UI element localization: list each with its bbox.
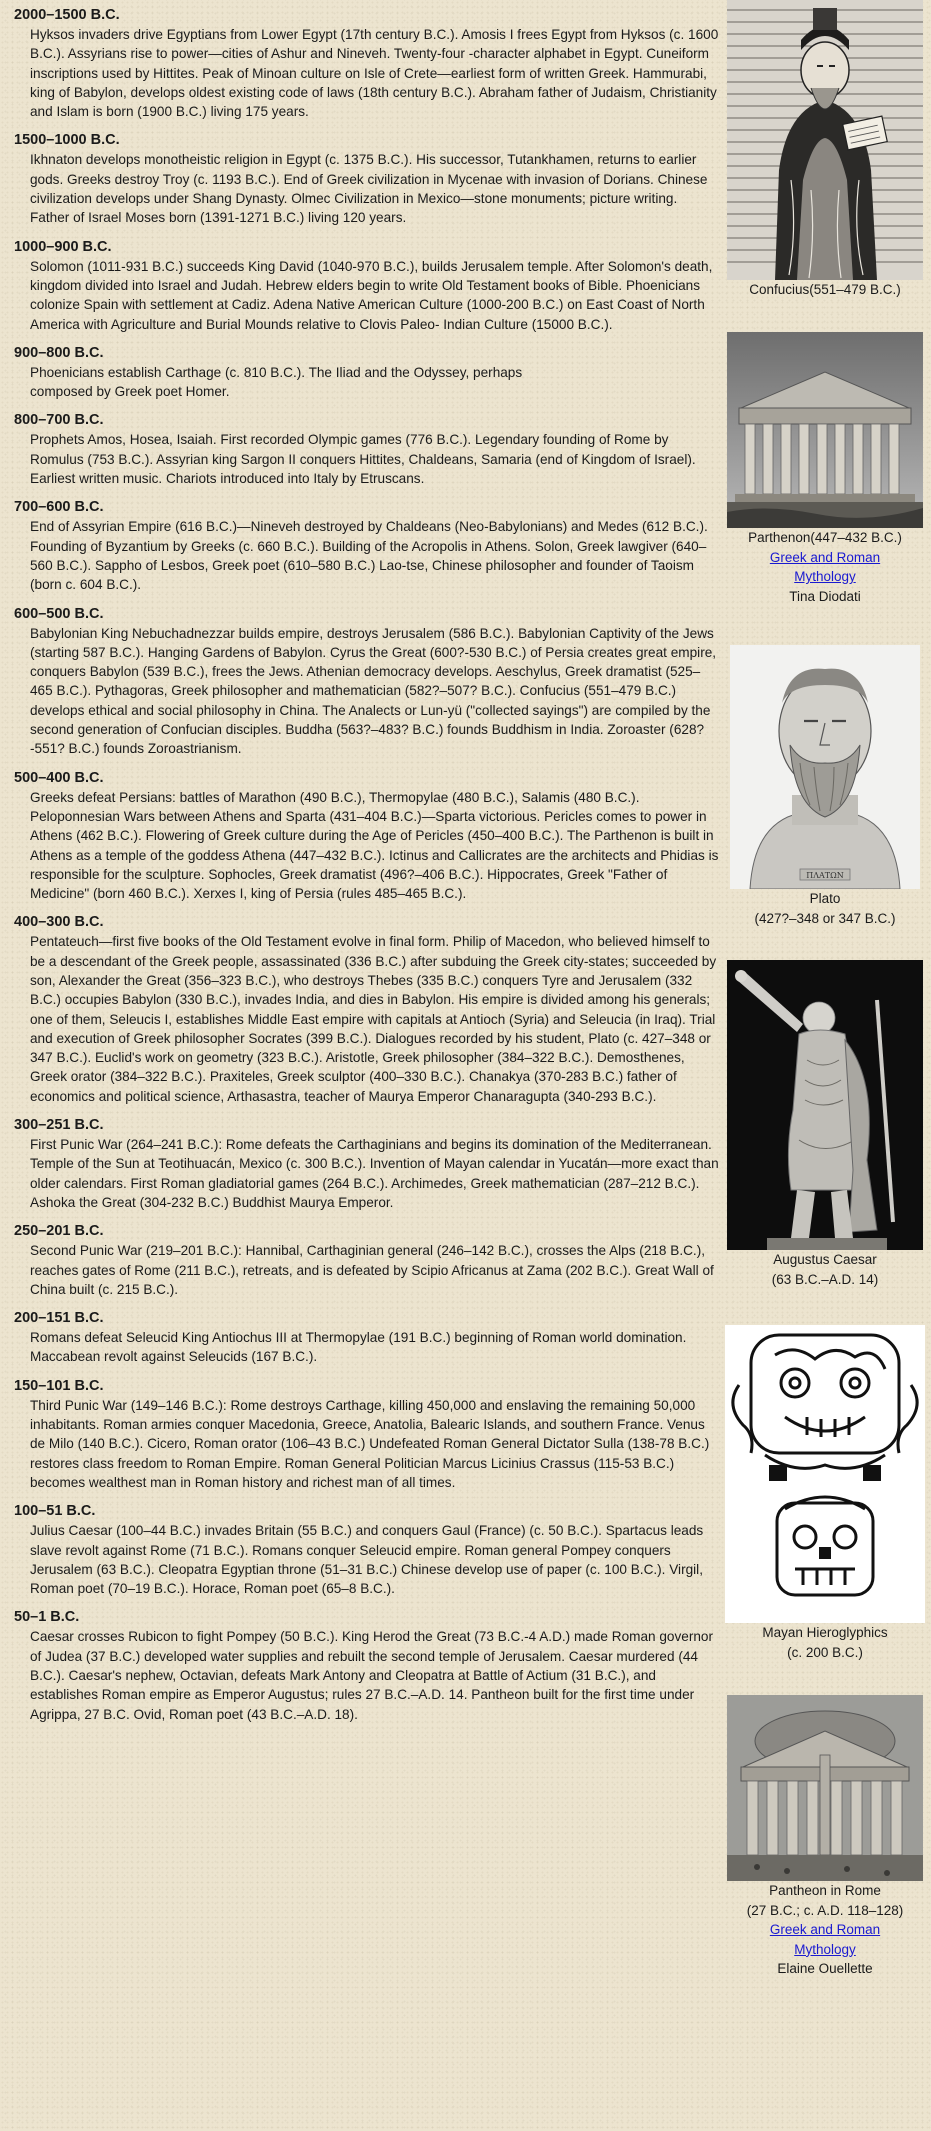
era-200-151 bbox=[14, 1309, 719, 1367]
era-heading: 400–300 B.C. bbox=[14, 914, 104, 931]
era-text: Julius Caesar (100–44 B.C.) invades Britain (55 B.C.) and conquers Gaul (France) (c. 50 B.C.). Spartacus leads slave revolt against Rome (71 B.C.). Romans conquer Seleucid empire. Roman general Pompey conquers Jerusalem (63 B.C.). Cleopatra Egyptian throne (51–31 B.C.) Chinese develop use of paper (c. 100 B.C.). Virgil, Roman poet (70–19 B.C.). Horace, Roman poet (65–8 B.C.). bbox=[30, 1523, 704, 1597]
era-text: Prophets Amos, Hosea, Isaiah. First recorded Olympic games (776 B.C.). Legendary founding of Rome by Romulus (753 B.C.). Assyrian king Sargon II conquers Hittites, Chaldeans, Samaria (end of Kingdom of Israel). Earliest written music. Chariots introduced into Italy by Etruscans. bbox=[30, 432, 696, 487]
figure-pantheon bbox=[722, 1695, 928, 1979]
era-2000-1500 bbox=[14, 6, 719, 121]
era-800-700 bbox=[14, 411, 719, 488]
era-300-251 bbox=[14, 1116, 719, 1212]
era-text: Ikhnaton develops monotheistic religion in Egypt (c. 1375 B.C.). His successor, Tutankhamen, returns to earlier gods. Greeks destroy Troy (c. 1193 B.C.). End of Greek civilization in Mycenae with invasion of Dorians. Chinese civilization develops under Shang Dynasty. Olmec Civilization in Mexico—stone monuments; picture writing. Father of Israel Moses born (1391-1271 B.C.) living 120 years. bbox=[30, 152, 708, 226]
era-heading: 600–500 B.C. bbox=[14, 605, 104, 622]
parthenon-caption: Parthenon(447–432 B.C.) bbox=[748, 530, 902, 545]
era-heading: 1500–1000 B.C. bbox=[14, 132, 120, 149]
figure-mayan bbox=[722, 1325, 928, 1662]
era-heading: 700–600 B.C. bbox=[14, 499, 104, 516]
era-heading: 500–400 B.C. bbox=[14, 769, 104, 786]
era-700-600 bbox=[14, 498, 719, 594]
era-heading: 250–201 B.C. bbox=[14, 1223, 104, 1240]
era-heading: 50–1 B.C. bbox=[14, 1609, 80, 1626]
era-500-400 bbox=[14, 769, 719, 904]
era-heading: 2000–1500 B.C. bbox=[14, 7, 120, 23]
confucius-caption: Confucius(551–479 B.C.) bbox=[749, 282, 901, 297]
pantheon-caption-name: Pantheon in Rome bbox=[769, 1883, 881, 1898]
mayan-hieroglyphics-drawing bbox=[725, 1325, 925, 1623]
era-heading: 900–800 B.C. bbox=[14, 344, 104, 361]
era-text: First Punic War (264–241 B.C.): Rome defeats the Carthaginians and begins its domination of the Mediterranean. Temple of the Sun at Teotihuacán, Mexico (c. 300 B.C.). Invention of Mayan calendar in Yucatán—more exact than older calendars. First Roman gladiatorial games (264 B.C.). Archimedes, Greek mathematician (287–212 B.C.). Ashoka the Great (304-232 B.C.) Buddhist Maurya Emperor. bbox=[30, 1137, 719, 1210]
parthenon-photo bbox=[727, 332, 923, 528]
era-text: Solomon (1011-931 B.C.) succeeds King David (1040-970 B.C.), builds Jerusalem temple. After Solomon's death, kingdom divided into Israel and Judah. Hebrew elders begin to write Old Testament books of Bible. Phoenicians colonize Spain with settlement at Cadiz. Adena Native American Culture (1000-200 B.C.) on East Coast of North America with Agriculture and Burial Mounds relative to Clovis Paleo- Indian Culture (15000 B.C.). bbox=[30, 258, 713, 332]
era-text: Third Punic War (149–146 B.C.): Rome destroys Carthage, killing 450,000 and enslaving the remaining 50,000 inhabitants. Roman armies conquer Macedonia, Greece, Anatolia, Balearic Islands, and southern France. Venus de Milo (140 B.C.). Cicero, Roman orator (106–43 B.C.) Undefeated Roman General Dictator Sulla (138-78 B.C.) restores class freedom to Roman Empire. Roman General Politician Marcus Licinius Crassus (115-53 B.C.) becomes wealthest man in Roman history and richest man of all times. bbox=[30, 1397, 710, 1490]
era-text: Caesar crosses Rubicon to fight Pompey (50 B.C.). King Herod the Great (73 B.C.-4 A.D.) made Roman governor of Judea (37 B.C.) developed water supplies and rebuilt the second temple of Jerusalem. Caesar murdered (44 B.C.). Caesar's nephew, Octavian, defeats Mark Antony and Cleopatra at Battle of Actium (31 B.C.), and establishes Roman empire as Emperor Augustus; rules 27 B.C.–A.D. 14. Pantheon built for the first time under Agrippa, 27 B.C. Ovid, Roman poet (43 B.C.–A.D. 18). bbox=[30, 1629, 714, 1722]
era-400-300 bbox=[14, 913, 719, 1106]
pantheon-mythology-link[interactable]: Greek and Roman Mythology bbox=[769, 1922, 881, 1957]
augustus-statue-photo bbox=[727, 960, 923, 1250]
era-text: Hyksos invaders drive Egyptians from Lower Egypt (17th century B.C.). Amosis I frees Egypt from Hyksos (c. 1600 B.C.). Assyrians rise to power—cities of Ashur and Nineveh. Twenty-four -character alphabet in Egypt. Cuneiform inscriptions used by Hittites. Peak of Minoan culture on Isle of Crete—earliest form of written Greek. Hammurabi, king of Babylon, develops oldest existing code of laws (18th century B.C.). Abraham father of Judaism, Christianity and Islam is born (1900 B.C.) living 175 years. bbox=[30, 27, 719, 120]
era-1000-900 bbox=[14, 238, 719, 334]
era-text: Romans defeat Seleucid King Antiochus III at Thermopylae (191 B.C.) beginning of Roman world domination. Maccabean revolt against Seleucids (167 B.C.). bbox=[30, 1330, 687, 1365]
era-heading: 200–151 B.C. bbox=[14, 1310, 104, 1327]
mayan-caption-name: Mayan Hieroglyphics bbox=[762, 1625, 888, 1640]
figure-confucius bbox=[722, 0, 928, 300]
plato-caption-dates: (427?–348 or 347 B.C.) bbox=[754, 910, 896, 926]
augustus-caption-dates: (63 B.C.–A.D. 14) bbox=[771, 1271, 879, 1287]
figure-parthenon bbox=[722, 332, 928, 606]
pantheon-caption-dates: (27 B.C.; c. A.D. 118–128) bbox=[746, 1902, 904, 1918]
plato-bust-photo bbox=[730, 645, 920, 889]
era-150-101 bbox=[14, 1377, 719, 1492]
era-250-201 bbox=[14, 1222, 719, 1299]
pantheon-credit: Elaine Ouellette bbox=[777, 1961, 873, 1976]
era-600-500 bbox=[14, 605, 719, 759]
era-100-51 bbox=[14, 1502, 719, 1598]
era-text: End of Assyrian Empire (616 B.C.)—Nineveh destroyed by Chaldeans (Neo-Babylonians) and Medes (612 B.C.). Founding of Byzantium by Greeks (c. 660 B.C.). Building of the Acropolis in Athens. Solon, Greek lawgiver (640–560 B.C.). Sappho of Lesbos, Greek poet (610–580 B.C.) Lao-tse, Chinese philosopher and founder of Taoism (born c. 604 B.C.). bbox=[30, 519, 708, 593]
mayan-caption-dates: (c. 200 B.C.) bbox=[787, 1644, 863, 1660]
era-1500-1000 bbox=[14, 131, 719, 227]
era-heading: 800–700 B.C. bbox=[14, 412, 104, 429]
era-heading: 300–251 B.C. bbox=[14, 1117, 104, 1134]
era-text: Second Punic War (219–201 B.C.): Hannibal, Carthaginian general (246–142 B.C.), crosses the Alps (218 B.C.), reaches gates of Rome (211 B.C.), retreats, and is defeated by Scipio Africanus at Zama (202 B.C.). Great Wall of China built (c. 215 B.C.). bbox=[30, 1243, 714, 1297]
era-heading: 1000–900 B.C. bbox=[14, 238, 112, 255]
augustus-caption-name: Augustus Caesar bbox=[773, 1252, 877, 1267]
parthenon-credit: Tina Diodati bbox=[789, 588, 861, 604]
pantheon-photo bbox=[727, 1695, 923, 1881]
era-900-800 bbox=[14, 344, 719, 402]
era-text: Babylonian King Nebuchadnezzar builds empire, destroys Jerusalem (586 B.C.). Babylonian Captivity of the Jews (starting 587 B.C.). Hanging Gardens of Babylon. Cyrus the Great (600?-530 B.C.) of Persia creates great empire, conquers Babylon (539 B.C.), frees the Jews. Athenian democracy develops. Aeschylus, Greek dramatist (525–465 B.C.). Pythagoras, Greek philosopher and mathematician (582?–507? B.C.). Confucius (551–479 B.C.) develops ethical and social philosophy in China. The Analects or Lun-yü ("collected sayings") are compiled by the second generation of Confucian disciples. Buddha (563?–483? B.C.) founds Buddhism in India. Zoroaster (628?-551? B.C.) founds Zoroastrianism. bbox=[30, 625, 717, 757]
plato-caption-name: Plato bbox=[809, 891, 841, 906]
era-heading: 100–51 B.C. bbox=[14, 1503, 96, 1520]
timeline bbox=[14, 6, 719, 1734]
confucius-engraving bbox=[727, 0, 923, 280]
parthenon-mythology-link[interactable]: Greek and Roman Mythology bbox=[769, 549, 881, 584]
era-text: Greeks defeat Persians: battles of Marathon (490 B.C.), Thermopylae (480 B.C.), Salamis (480 B.C.). Peloponnesian Wars between Athens and Sparta (431–404 B.C.)—Sparta victorious. Pericles comes to power in Athens (462 B.C.). Flowering of Greek culture during the Age of Pericles (450–400 B.C.). The Parthenon is built in Athens as a temple of the goddess Athena (447–432 B.C.). Ictinus and Callicrates are the architects and Phidias is responsible for the sculpture. Sophocles, Greek dramatist (496?–406 B.C.). Hippocrates, Greek "Father of Medicine" (born 460 B.C.). Xerxes I, king of Persia (rules 485–465 B.C.). bbox=[30, 789, 719, 902]
era-text: Phoenicians establish Carthage (c. 810 B.C.). The Iliad and the Odyssey, perhaps composed by Greek poet Homer. bbox=[30, 364, 523, 400]
figure-plato bbox=[722, 645, 928, 928]
era-heading: 150–101 B.C. bbox=[14, 1377, 104, 1394]
era-50-1 bbox=[14, 1608, 719, 1723]
era-text: Pentateuch—first five books of the Old Testament evolve in final form. Philip of Macedon, who believed himself to be a descendant of the Greek people, assassinated (336 B.C.) after subduing the Greek city-states; succeeded by son, Alexander the Great (356–323 B.C.), who destroys Thebes (335 B.C.) conquers Tyre and Jerusalem (332 B.C.) occupies Babylon (330 B.C.), invades India, and dies in Babylon. His empire is divided among his generals; one of them, Seleucis I, establishes Middle East empire with capitals at Antioch (Syria) and Seleucia (in Iraq). Trial and execution of Greek philosopher Socrates (399 B.C.). Dialogues recorded by his student, Plato (c. 427–348 or 347 B.C.). Euclid's work on geometry (323 B.C.). Aristotle, Greek philosopher (384–322 B.C.). Demosthenes, Greek orator (384–322 B.C.). Praxiteles, Greek sculptor (400–330 B.C.). Chanakya (370-283 B.C.) father of economics and political science, Arthasastra, teacher of Maurya Emperor Chanaragupta (340-293 B.C.). bbox=[30, 934, 717, 1104]
figure-augustus bbox=[722, 960, 928, 1289]
plato-plaque-text: ΠΛΑΤΩΝ bbox=[806, 871, 844, 880]
